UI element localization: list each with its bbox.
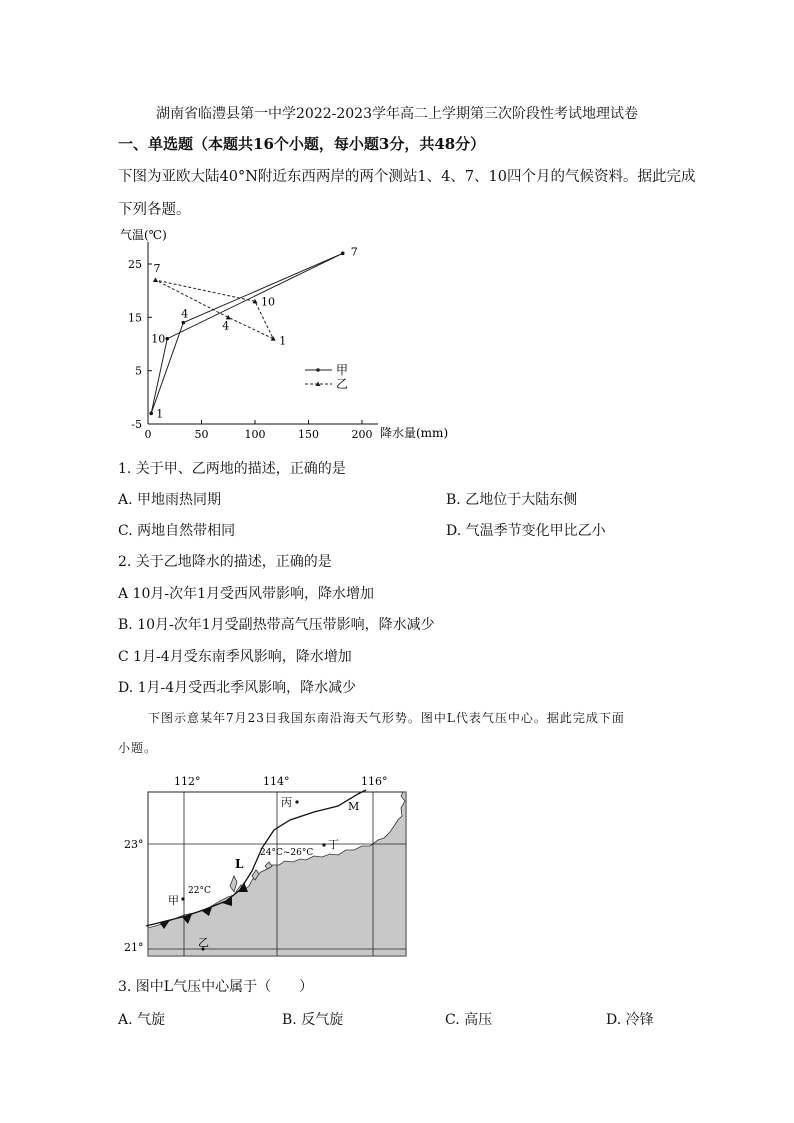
map-label-l: L [235, 857, 244, 871]
chart-series [149, 245, 357, 420]
data-label: 7 [153, 262, 161, 275]
data-label: 1 [156, 407, 164, 421]
map-lat-label-21: 21° [124, 941, 144, 954]
map-label-m: M [348, 800, 360, 813]
chart-y-axis-label: 气温(℃) [120, 228, 167, 242]
paper-title: 湖南省临澧县第一中学2022-2023学年高二上学期第三次阶段性考试地理试卷 [156, 106, 638, 122]
question-2-option-a[interactable]: A 10月-次年1月受西风带影响，降水增加 [118, 586, 375, 602]
map-label-yi: 乙 [198, 936, 209, 949]
map-label-bing: 丙 [281, 796, 292, 809]
question-3-option-b[interactable]: B. 反气旋 [282, 1012, 344, 1028]
intro-paragraph-line-1: 下图为亚欧大陆40°N附近东西两岸的两个测站1、4、7、10四个月的气候资料。据此完成 [118, 169, 696, 185]
chart-y-tick-label: 25 [128, 258, 142, 271]
question-3-stem: 3. 图中L气压中心属于（ ） [118, 979, 314, 995]
question-1-stem: 1. 关于甲、乙两地的描述，正确的是 [118, 461, 346, 477]
section-heading: 一、单选题（本题共16个小题，每小题3分，共48分） [118, 135, 486, 153]
climate-chart [110, 222, 460, 447]
map-lon-label-112: 112° [174, 775, 201, 788]
map-lon-label-116: 116° [361, 775, 388, 788]
map-dot-jia [181, 897, 184, 900]
map-lat-label-23: 23° [124, 838, 144, 851]
map-lon-label-114: 114° [263, 775, 290, 788]
question-2-option-b[interactable]: B. 10月-次年1月受副热带高气压带影响，降水减少 [118, 617, 435, 633]
data-label: 10 [261, 295, 275, 309]
question-3-option-c[interactable]: C. 高压 [445, 1012, 493, 1028]
weather-map [118, 768, 418, 968]
chart-x-tick-label: 100 [244, 428, 266, 441]
question-3-option-d[interactable]: D. 冷锋 [606, 1012, 654, 1028]
data-point [165, 337, 169, 341]
map-dot-bing [295, 800, 298, 803]
intro2-paragraph-line-1: 下图示意某年7月23日我国东南沿海天气形势。图中L代表气压中心。据此完成下面 [148, 711, 625, 725]
chart-x-axis-label: 降水量(mm) [380, 426, 449, 440]
question-2-option-c[interactable]: C 1月-4月受东南季风影响，降水增加 [118, 649, 352, 665]
chart-axes [148, 242, 378, 424]
map-dot-ding [322, 843, 325, 846]
data-label: 4 [181, 307, 189, 321]
question-1-option-c[interactable]: C. 两地自然带相同 [118, 523, 236, 539]
chart-x-tick-label: 150 [298, 428, 319, 441]
question-3-option-a[interactable]: A. 气旋 [118, 1012, 166, 1028]
map-label-temp-24-26: 24°C~26°C [260, 848, 314, 858]
intro2-paragraph-line-2: 小题。 [118, 741, 158, 755]
data-point [271, 336, 276, 341]
data-point [153, 278, 158, 283]
question-2-option-d[interactable]: D. 1月-4月受西北季风影响，降水减少 [118, 680, 357, 696]
question-2-stem: 2. 关于乙地降水的描述，正确的是 [118, 554, 332, 570]
chart-y-tick-label: 5 [135, 364, 142, 378]
legend-label-jia: 甲 [336, 363, 349, 377]
chart-x-tick-label: 200 [351, 428, 373, 441]
map-label-ding: 丁 [328, 838, 339, 851]
question-1-option-d[interactable]: D. 气温季节变化甲比乙小 [446, 523, 606, 539]
data-point [341, 252, 345, 256]
data-point [182, 321, 186, 325]
chart-x-tick-label: 0 [144, 428, 152, 441]
legend-marker-jia [316, 368, 320, 372]
map-label-temp-22: 22°C [188, 886, 211, 896]
chart-y-tick-label: 15 [128, 311, 142, 325]
data-point [149, 412, 153, 416]
series-line-jia [151, 253, 343, 413]
intro-paragraph-line-2: 下列各题。 [118, 202, 191, 218]
map-label-jia: 甲 [168, 894, 179, 907]
data-label: 4 [222, 319, 230, 333]
chart-legend [305, 363, 348, 391]
question-1-option-a[interactable]: A. 甲地雨热同期 [118, 492, 222, 508]
legend-label-yi: 乙 [336, 377, 349, 391]
question-1-option-b[interactable]: B. 乙地位于大陆东侧 [446, 492, 578, 508]
data-label: 7 [350, 245, 358, 259]
data-label: 1 [279, 334, 287, 348]
data-label: 10 [151, 332, 166, 346]
chart-y-tick-label: -5 [131, 418, 142, 431]
chart-x-tick-label: 50 [194, 428, 209, 441]
